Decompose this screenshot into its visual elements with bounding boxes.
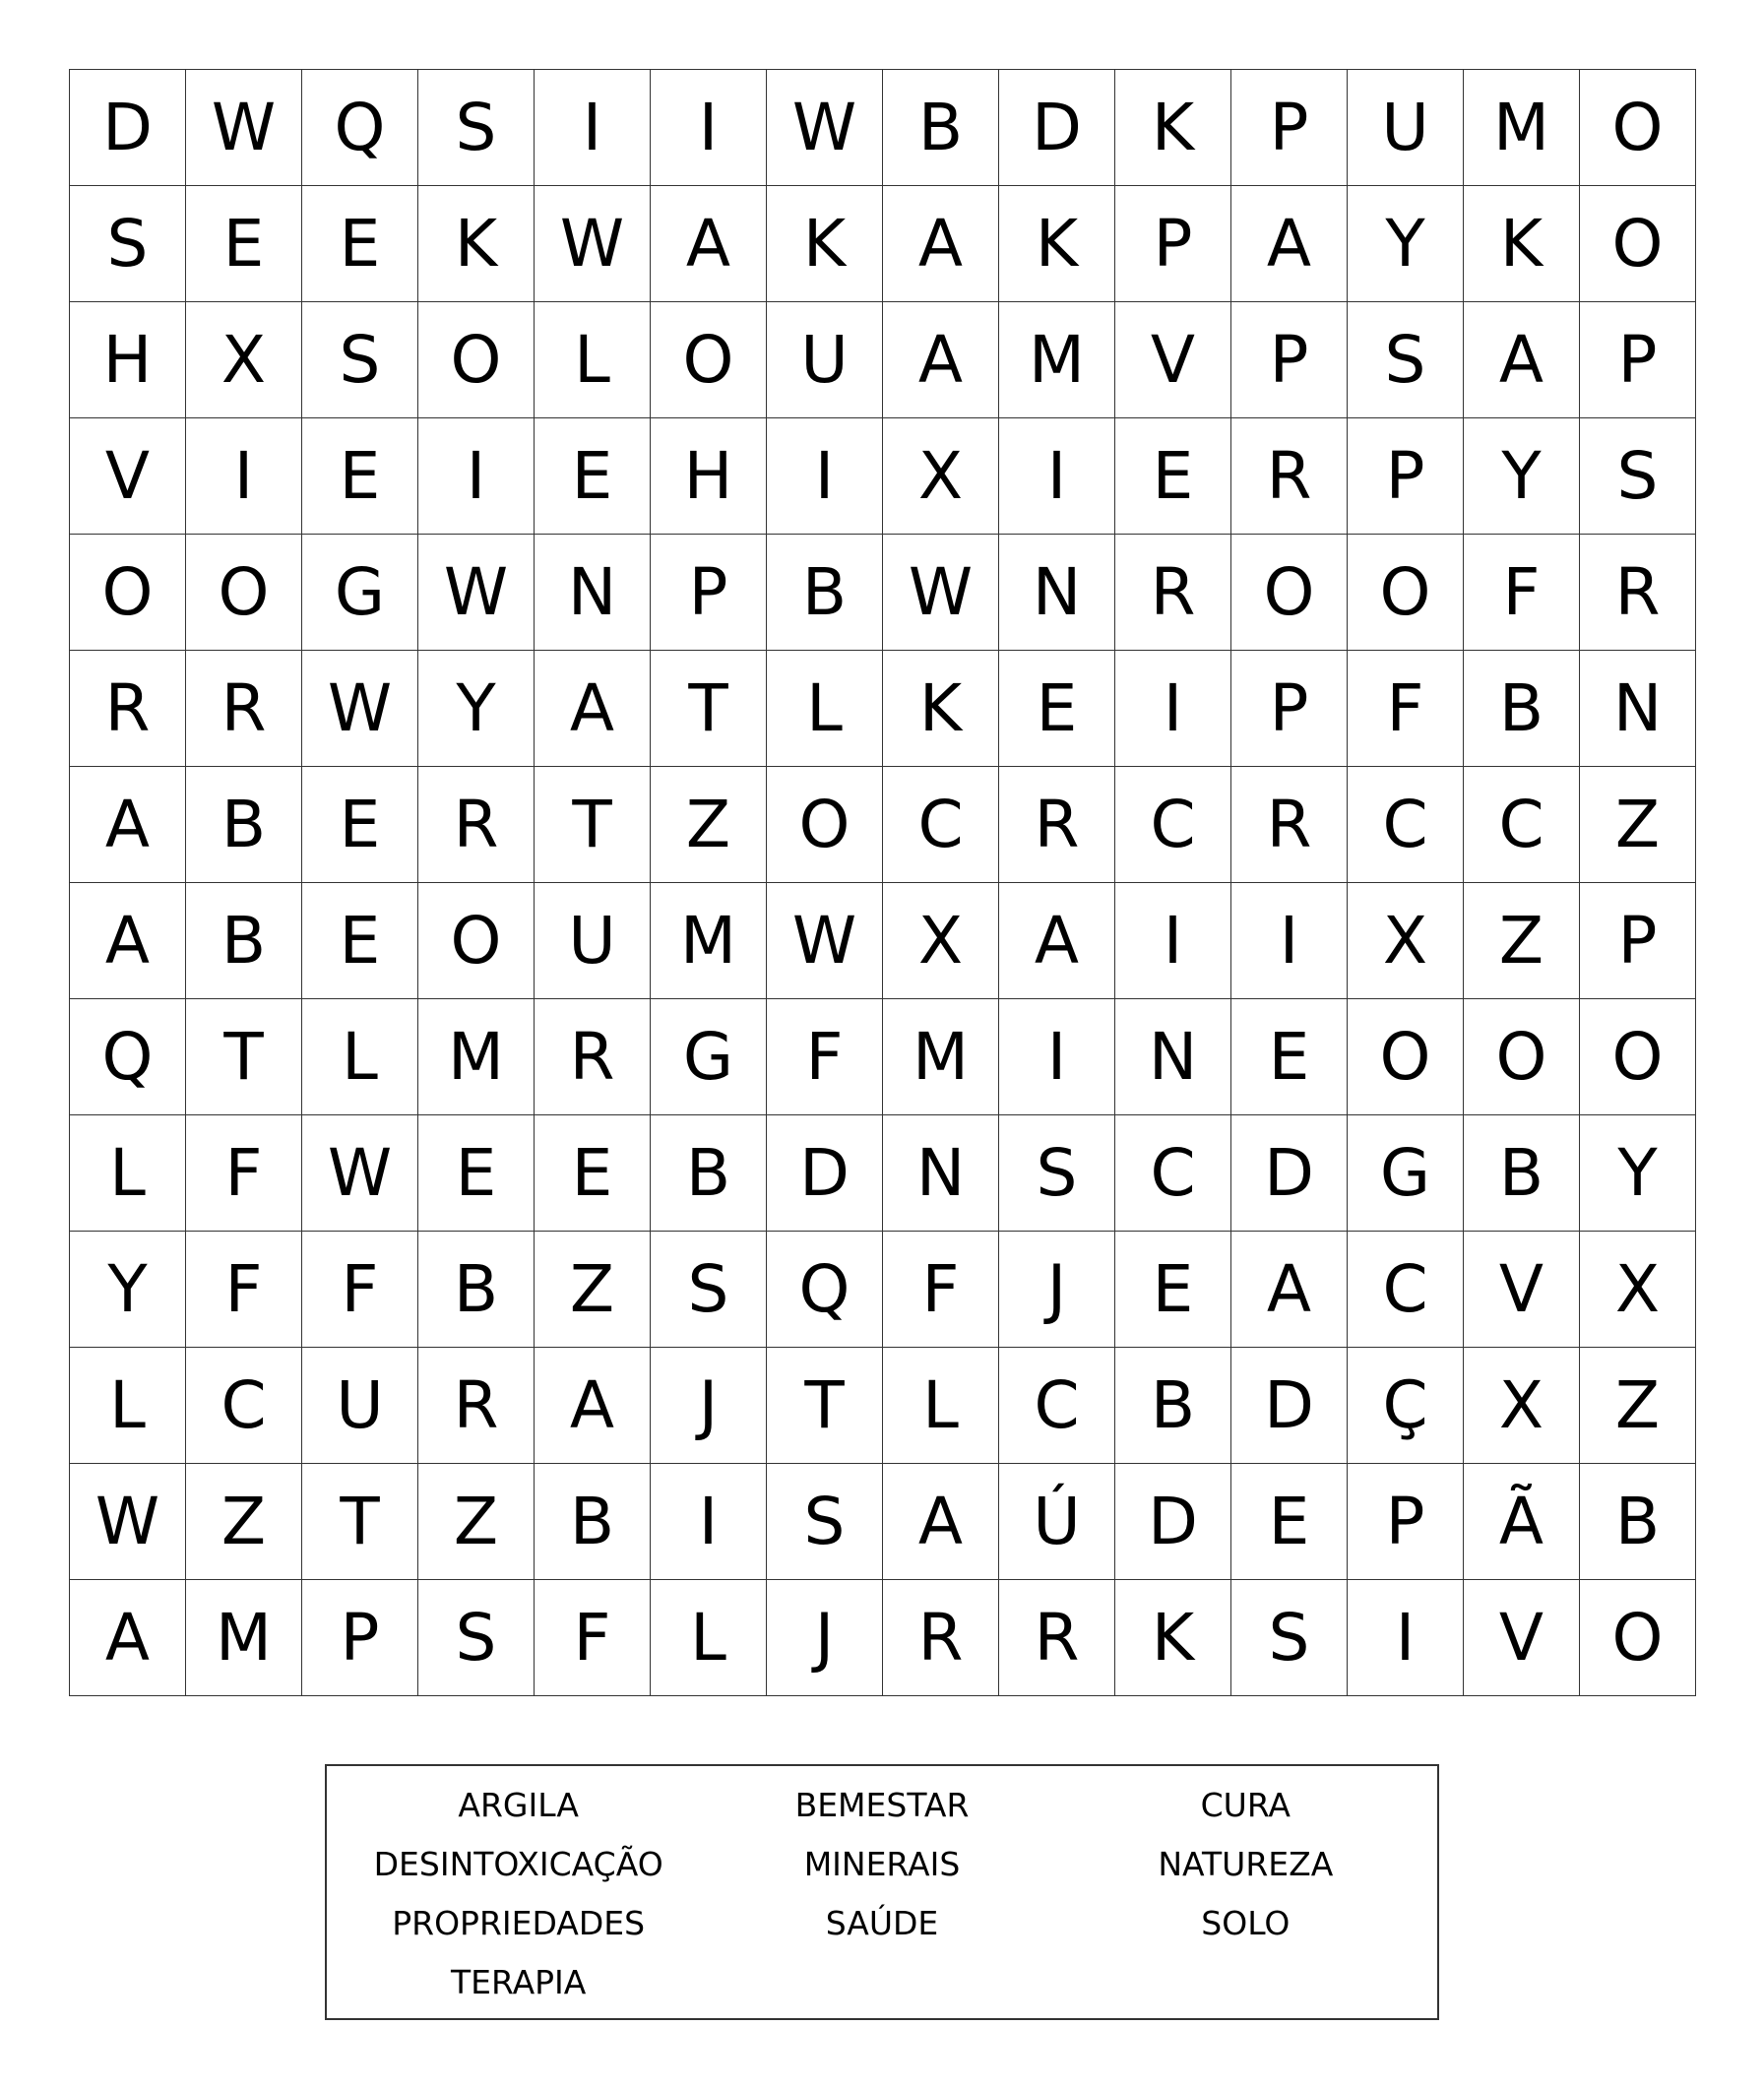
grid-cell[interactable]: K (1464, 186, 1580, 302)
grid-cell[interactable]: Z (651, 767, 767, 883)
grid-cell[interactable]: S (767, 1464, 883, 1580)
grid-cell[interactable]: O (651, 302, 767, 418)
grid-cell[interactable]: R (1231, 767, 1348, 883)
grid-cell[interactable]: M (186, 1580, 302, 1696)
grid-cell[interactable]: Y (70, 1232, 186, 1348)
word-list-item: CURA (1200, 1786, 1292, 1824)
grid-cell[interactable]: T (535, 767, 651, 883)
grid-cell[interactable]: S (70, 186, 186, 302)
grid-cell[interactable]: A (883, 302, 999, 418)
grid-cell[interactable]: W (767, 883, 883, 999)
grid-cell[interactable]: L (883, 1348, 999, 1464)
word-list-item: ARGILA (458, 1786, 579, 1824)
grid-cell[interactable]: L (70, 1115, 186, 1232)
grid-cell[interactable]: E (302, 418, 418, 535)
grid-cell[interactable]: M (418, 999, 535, 1115)
grid-cell[interactable]: C (1464, 767, 1580, 883)
grid-cell[interactable]: T (302, 1464, 418, 1580)
grid-cell[interactable]: F (1464, 535, 1580, 651)
grid-cell[interactable]: V (1464, 1580, 1580, 1696)
grid-cell[interactable]: O (70, 535, 186, 651)
grid-cell[interactable]: O (767, 767, 883, 883)
grid-cell[interactable]: M (651, 883, 767, 999)
grid-cell[interactable]: D (1115, 1464, 1231, 1580)
grid-cell[interactable]: E (302, 767, 418, 883)
grid-cell[interactable]: Z (1464, 883, 1580, 999)
grid-cell[interactable]: S (999, 1115, 1115, 1232)
word-list (327, 1786, 1437, 2002)
grid-cell[interactable]: O (1580, 70, 1696, 186)
grid-cell[interactable]: I (1115, 883, 1231, 999)
grid-cell[interactable]: R (1231, 418, 1348, 535)
grid-cell[interactable]: K (1115, 70, 1231, 186)
word-list-box (325, 1764, 1439, 2020)
grid-cell[interactable]: S (1580, 418, 1696, 535)
grid-cell[interactable]: M (883, 999, 999, 1115)
grid-cell[interactable]: O (1348, 535, 1464, 651)
grid-cell[interactable]: C (1348, 767, 1464, 883)
grid-cell[interactable]: B (1464, 651, 1580, 767)
grid-cell[interactable]: I (418, 418, 535, 535)
grid-cell[interactable]: Y (1464, 418, 1580, 535)
grid-cell[interactable]: Q (70, 999, 186, 1115)
grid-cell[interactable]: Y (1580, 1115, 1696, 1232)
grid-cell[interactable]: D (70, 70, 186, 186)
grid-cell[interactable]: X (883, 883, 999, 999)
grid-cell[interactable]: P (1231, 70, 1348, 186)
grid-cell[interactable]: A (1464, 302, 1580, 418)
grid-cell[interactable]: F (1348, 651, 1464, 767)
letter-grid (69, 69, 1696, 1696)
grid-cell[interactable]: O (1464, 999, 1580, 1115)
grid-cell[interactable]: K (1115, 1580, 1231, 1696)
grid-cell[interactable]: P (1231, 651, 1348, 767)
grid-cell[interactable]: G (302, 535, 418, 651)
grid-cell[interactable]: E (302, 883, 418, 999)
grid-cell[interactable]: M (1464, 70, 1580, 186)
grid-cell[interactable]: O (418, 883, 535, 999)
grid-cell[interactable]: H (651, 418, 767, 535)
grid-cell[interactable]: O (418, 302, 535, 418)
grid-cell[interactable]: D (1231, 1348, 1348, 1464)
grid-cell[interactable]: B (883, 70, 999, 186)
grid-cell[interactable]: B (535, 1464, 651, 1580)
grid-cell[interactable]: Y (1348, 186, 1464, 302)
grid-cell[interactable]: O (1580, 999, 1696, 1115)
grid-cell[interactable]: P (1115, 186, 1231, 302)
grid-cell[interactable]: F (302, 1232, 418, 1348)
grid-cell[interactable]: W (418, 535, 535, 651)
grid-cell[interactable]: K (883, 651, 999, 767)
grid-cell[interactable]: S (418, 70, 535, 186)
grid-cell[interactable]: G (651, 999, 767, 1115)
grid-cell[interactable]: A (999, 883, 1115, 999)
word-list-item: TERAPIA (450, 1963, 587, 2001)
grid-cell[interactable]: A (883, 1464, 999, 1580)
grid-cell[interactable]: P (1348, 418, 1464, 535)
grid-cell[interactable]: P (302, 1580, 418, 1696)
grid-cell[interactable]: A (1231, 186, 1348, 302)
grid-cell[interactable]: I (186, 418, 302, 535)
grid-cell[interactable]: B (767, 535, 883, 651)
grid-cell[interactable]: E (1115, 1232, 1231, 1348)
grid-cell[interactable]: B (186, 767, 302, 883)
grid-cell[interactable]: T (767, 1348, 883, 1464)
grid-cell[interactable]: O (1580, 1580, 1696, 1696)
grid-cell[interactable]: I (1115, 651, 1231, 767)
grid-cell[interactable]: F (535, 1580, 651, 1696)
grid-cell[interactable]: I (651, 1464, 767, 1580)
grid-cell[interactable]: I (535, 70, 651, 186)
grid-cell[interactable]: R (999, 1580, 1115, 1696)
grid-cell[interactable]: W (535, 186, 651, 302)
grid-cell[interactable]: R (1580, 535, 1696, 651)
grid-cell[interactable]: S (1348, 302, 1464, 418)
grid-cell[interactable]: R (535, 999, 651, 1115)
grid-cell[interactable]: B (1464, 1115, 1580, 1232)
grid-cell[interactable]: O (1580, 186, 1696, 302)
grid-cell[interactable]: T (651, 651, 767, 767)
grid-cell[interactable]: G (1348, 1115, 1464, 1232)
grid-cell[interactable]: O (1348, 999, 1464, 1115)
grid-cell[interactable]: N (883, 1115, 999, 1232)
grid-cell[interactable]: K (418, 186, 535, 302)
grid-cell[interactable]: L (651, 1580, 767, 1696)
grid-cell[interactable]: B (1580, 1464, 1696, 1580)
grid-cell[interactable]: V (70, 418, 186, 535)
grid-cell[interactable]: K (767, 186, 883, 302)
grid-cell[interactable]: R (186, 651, 302, 767)
grid-cell[interactable]: D (1231, 1115, 1348, 1232)
grid-cell[interactable]: U (535, 883, 651, 999)
grid-cell[interactable]: L (70, 1348, 186, 1464)
grid-cell[interactable]: N (1580, 651, 1696, 767)
grid-cell[interactable]: N (535, 535, 651, 651)
grid-cell[interactable]: R (418, 1348, 535, 1464)
grid-cell[interactable]: A (535, 651, 651, 767)
grid-cell[interactable]: L (302, 999, 418, 1115)
grid-cell[interactable]: E (1231, 1464, 1348, 1580)
grid-cell[interactable]: W (767, 70, 883, 186)
grid-cell[interactable]: P (1231, 302, 1348, 418)
grid-cell[interactable]: C (1115, 767, 1231, 883)
grid-cell[interactable]: S (302, 302, 418, 418)
grid-cell[interactable]: W (883, 535, 999, 651)
grid-cell[interactable]: Ú (999, 1464, 1115, 1580)
grid-cell[interactable]: P (1580, 302, 1696, 418)
word-list-item: MINERAIS (803, 1845, 961, 1883)
grid-cell[interactable]: P (1580, 883, 1696, 999)
grid-cell[interactable]: R (1115, 535, 1231, 651)
grid-cell[interactable]: W (70, 1464, 186, 1580)
grid-cell[interactable]: I (767, 418, 883, 535)
word-list-item: NATUREZA (1158, 1845, 1334, 1883)
grid-cell[interactable]: R (70, 651, 186, 767)
grid-cell[interactable]: F (186, 1115, 302, 1232)
grid-cell[interactable]: R (883, 1580, 999, 1696)
grid-cell[interactable]: W (302, 1115, 418, 1232)
grid-cell[interactable]: D (999, 70, 1115, 186)
word-list-item: SOLO (1201, 1904, 1291, 1942)
word-list-item: SAÚDE (825, 1904, 939, 1942)
grid-cell[interactable]: Z (535, 1232, 651, 1348)
grid-cell[interactable]: E (418, 1115, 535, 1232)
grid-cell[interactable]: Z (1580, 767, 1696, 883)
grid-cell[interactable]: S (1231, 1580, 1348, 1696)
grid-cell[interactable]: J (767, 1580, 883, 1696)
grid-cell[interactable]: I (999, 418, 1115, 535)
grid-cell[interactable]: Z (418, 1464, 535, 1580)
grid-cell[interactable]: C (1348, 1232, 1464, 1348)
grid-cell[interactable]: E (186, 186, 302, 302)
grid-cell[interactable]: L (535, 302, 651, 418)
word-list-item: DESINTOXICAÇÃO (373, 1845, 663, 1883)
grid-cell[interactable]: X (883, 418, 999, 535)
grid-cell[interactable]: B (1115, 1348, 1231, 1464)
grid-cell[interactable]: K (999, 186, 1115, 302)
grid-cell[interactable]: M (999, 302, 1115, 418)
grid-cell[interactable]: X (1348, 883, 1464, 999)
grid-cell[interactable]: I (1231, 883, 1348, 999)
grid-cell[interactable]: E (535, 1115, 651, 1232)
grid-cell[interactable]: Q (302, 70, 418, 186)
grid-cell[interactable]: B (186, 883, 302, 999)
grid-cell[interactable]: V (1464, 1232, 1580, 1348)
grid-cell[interactable]: C (883, 767, 999, 883)
grid-cell[interactable]: V (1115, 302, 1231, 418)
grid-cell[interactable]: D (767, 1115, 883, 1232)
grid-cell[interactable]: J (999, 1232, 1115, 1348)
grid-cell[interactable]: A (651, 186, 767, 302)
grid-cell[interactable]: X (1580, 1232, 1696, 1348)
grid-cell[interactable]: B (651, 1115, 767, 1232)
grid-cell[interactable]: Z (186, 1464, 302, 1580)
grid-cell[interactable]: U (302, 1348, 418, 1464)
grid-cell[interactable]: F (186, 1232, 302, 1348)
grid-cell[interactable]: A (70, 767, 186, 883)
grid-cell[interactable]: A (70, 883, 186, 999)
grid-cell[interactable]: Z (1580, 1348, 1696, 1464)
grid-cell[interactable]: W (186, 70, 302, 186)
grid-cell[interactable]: N (999, 535, 1115, 651)
word-list-item: PROPRIEDADES (392, 1904, 646, 1942)
grid-cell[interactable]: E (1115, 418, 1231, 535)
grid-cell[interactable]: P (1348, 1464, 1464, 1580)
grid-cell[interactable]: S (418, 1580, 535, 1696)
grid-cell[interactable]: O (1231, 535, 1348, 651)
grid-cell[interactable]: I (1348, 1580, 1464, 1696)
grid-cell[interactable]: X (186, 302, 302, 418)
grid-cell[interactable]: P (651, 535, 767, 651)
grid-cell[interactable]: A (70, 1580, 186, 1696)
grid-cell[interactable]: C (186, 1348, 302, 1464)
grid-cell[interactable]: I (999, 999, 1115, 1115)
grid-cell[interactable]: X (1464, 1348, 1580, 1464)
grid-cell[interactable]: E (1231, 999, 1348, 1115)
grid-cell[interactable]: Y (418, 651, 535, 767)
grid-cell[interactable]: R (418, 767, 535, 883)
grid-cell[interactable]: A (883, 186, 999, 302)
word-list-item: BEMESTAR (794, 1786, 970, 1824)
grid-cell[interactable]: E (999, 651, 1115, 767)
grid-cell[interactable]: U (767, 302, 883, 418)
grid-cell[interactable]: I (651, 70, 767, 186)
grid-cell[interactable]: L (767, 651, 883, 767)
grid-cell[interactable]: U (1348, 70, 1464, 186)
grid-cell[interactable]: T (186, 999, 302, 1115)
grid-cell[interactable]: C (999, 1348, 1115, 1464)
grid-cell[interactable]: C (1115, 1115, 1231, 1232)
grid-cell[interactable]: H (70, 302, 186, 418)
grid-cell[interactable]: A (1231, 1232, 1348, 1348)
grid-cell[interactable]: Ã (1464, 1464, 1580, 1580)
grid-cell[interactable]: F (767, 999, 883, 1115)
grid-cell[interactable]: J (651, 1348, 767, 1464)
grid-cell[interactable]: Q (767, 1232, 883, 1348)
grid-cell[interactable]: A (535, 1348, 651, 1464)
grid-cell[interactable]: B (418, 1232, 535, 1348)
grid-cell[interactable]: O (186, 535, 302, 651)
grid-cell[interactable]: F (883, 1232, 999, 1348)
grid-cell[interactable]: R (999, 767, 1115, 883)
grid-cell[interactable]: Ç (1348, 1348, 1464, 1464)
grid-cell[interactable]: S (651, 1232, 767, 1348)
grid-cell[interactable]: E (535, 418, 651, 535)
grid-cell[interactable]: N (1115, 999, 1231, 1115)
grid-cell[interactable]: W (302, 651, 418, 767)
grid-cell[interactable]: E (302, 186, 418, 302)
